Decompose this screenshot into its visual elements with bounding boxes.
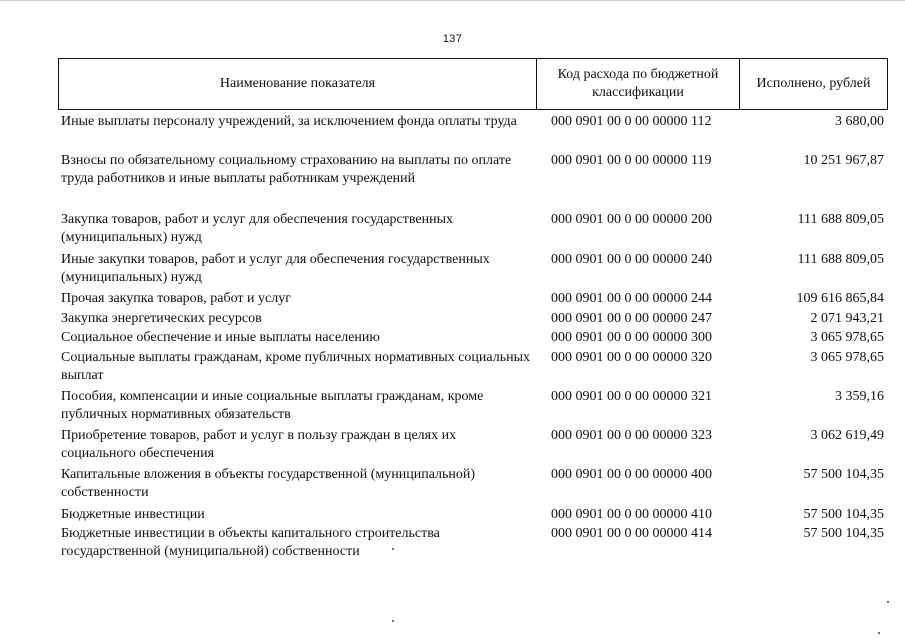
scan-speck [878,632,880,634]
scan-speck [392,548,394,550]
row-amount: 57 500 104,35 [803,507,884,522]
row-amount: 10 251 967,87 [803,153,884,168]
row-amount: 109 616 865,84 [796,291,884,306]
row-code: 000 0901 00 0 00 00000 321 [551,389,712,404]
table-header [58,58,888,110]
row-amount: 57 500 104,35 [803,526,884,541]
row-amount: 111 688 809,05 [797,252,884,267]
row-code: 000 0901 00 0 00 00000 300 [551,330,712,345]
scan-speck [392,620,394,622]
row-name: Приобретение товаров, работ и услуг в пользу граждан в целях их социального обеспечения [61,428,457,461]
row-name: Социальные выплаты гражданам, кроме публичных нормативных социальных выплат [61,350,530,383]
row-amount: 3 065 978,65 [810,350,884,365]
row-code: 000 0901 00 0 00 00000 200 [551,212,712,227]
header-name: Наименование показателя [59,59,537,109]
budget-table [58,58,888,559]
page-number: 137 [442,33,463,45]
row-code: 000 0901 00 0 00 00000 244 [551,291,712,306]
row-name: Иные выплаты персоналу учреждений, за исключением фонда оплаты труда [61,114,517,129]
scan-speck [887,601,889,603]
row-code: 000 0901 00 0 00 00000 247 [551,311,712,326]
row-code: 000 0901 00 0 00 00000 112 [551,114,712,129]
row-amount: 3 062 619,49 [810,428,884,443]
row-name: Взносы по обязательному социальному страхованию на выплаты по оплате труда работников и иные выплаты работникам учреждений [61,153,512,186]
row-amount: 111 688 809,05 [797,212,884,227]
row-name: Капитальные вложения в объекты государственной (муниципальной) собственности [61,467,476,500]
header-amount: Исполнено, рублей [756,76,871,91]
row-name: Прочая закупка товаров, работ и услуг [61,291,291,306]
row-name: Закупка товаров, работ и услуг для обеспечения государственных (муниципальных) нужд [61,212,454,245]
page-top-rule [0,0,905,1]
row-amount: 57 500 104,35 [803,467,884,482]
row-name: Пособия, компенсации и иные социальные выплаты гражданам, кроме публичных нормативных обязательств [61,389,484,422]
row-name: Бюджетные инвестиции [61,507,205,522]
row-code: 000 0901 00 0 00 00000 323 [551,428,712,443]
row-name: Социальное обеспечение и иные выплаты населению [61,330,380,345]
row-code: 000 0901 00 0 00 00000 320 [551,350,712,365]
row-amount: 2 071 943,21 [810,311,884,326]
row-code: 000 0901 00 0 00 00000 414 [551,526,712,541]
row-name: Закупка энергетических ресурсов [61,311,262,326]
row-amount: 3 065 978,65 [810,330,884,345]
row-code: 000 0901 00 0 00 00000 240 [551,252,712,267]
row-code: 000 0901 00 0 00 00000 119 [551,153,712,168]
row-code: 000 0901 00 0 00 00000 400 [551,467,712,482]
row-amount: 3 359,16 [835,389,884,404]
row-amount: 3 680,00 [835,114,884,129]
header-code: Код расхода по бюджетной классификации [537,59,740,109]
row-code: 000 0901 00 0 00 00000 410 [551,507,712,522]
row-name: Иные закупки товаров, работ и услуг для обеспечения государственных (муниципальных) нужд [61,252,490,285]
row-name: Бюджетные инвестиции в объекты капитального строительства государственной (муниципальной) собственности [61,526,440,559]
